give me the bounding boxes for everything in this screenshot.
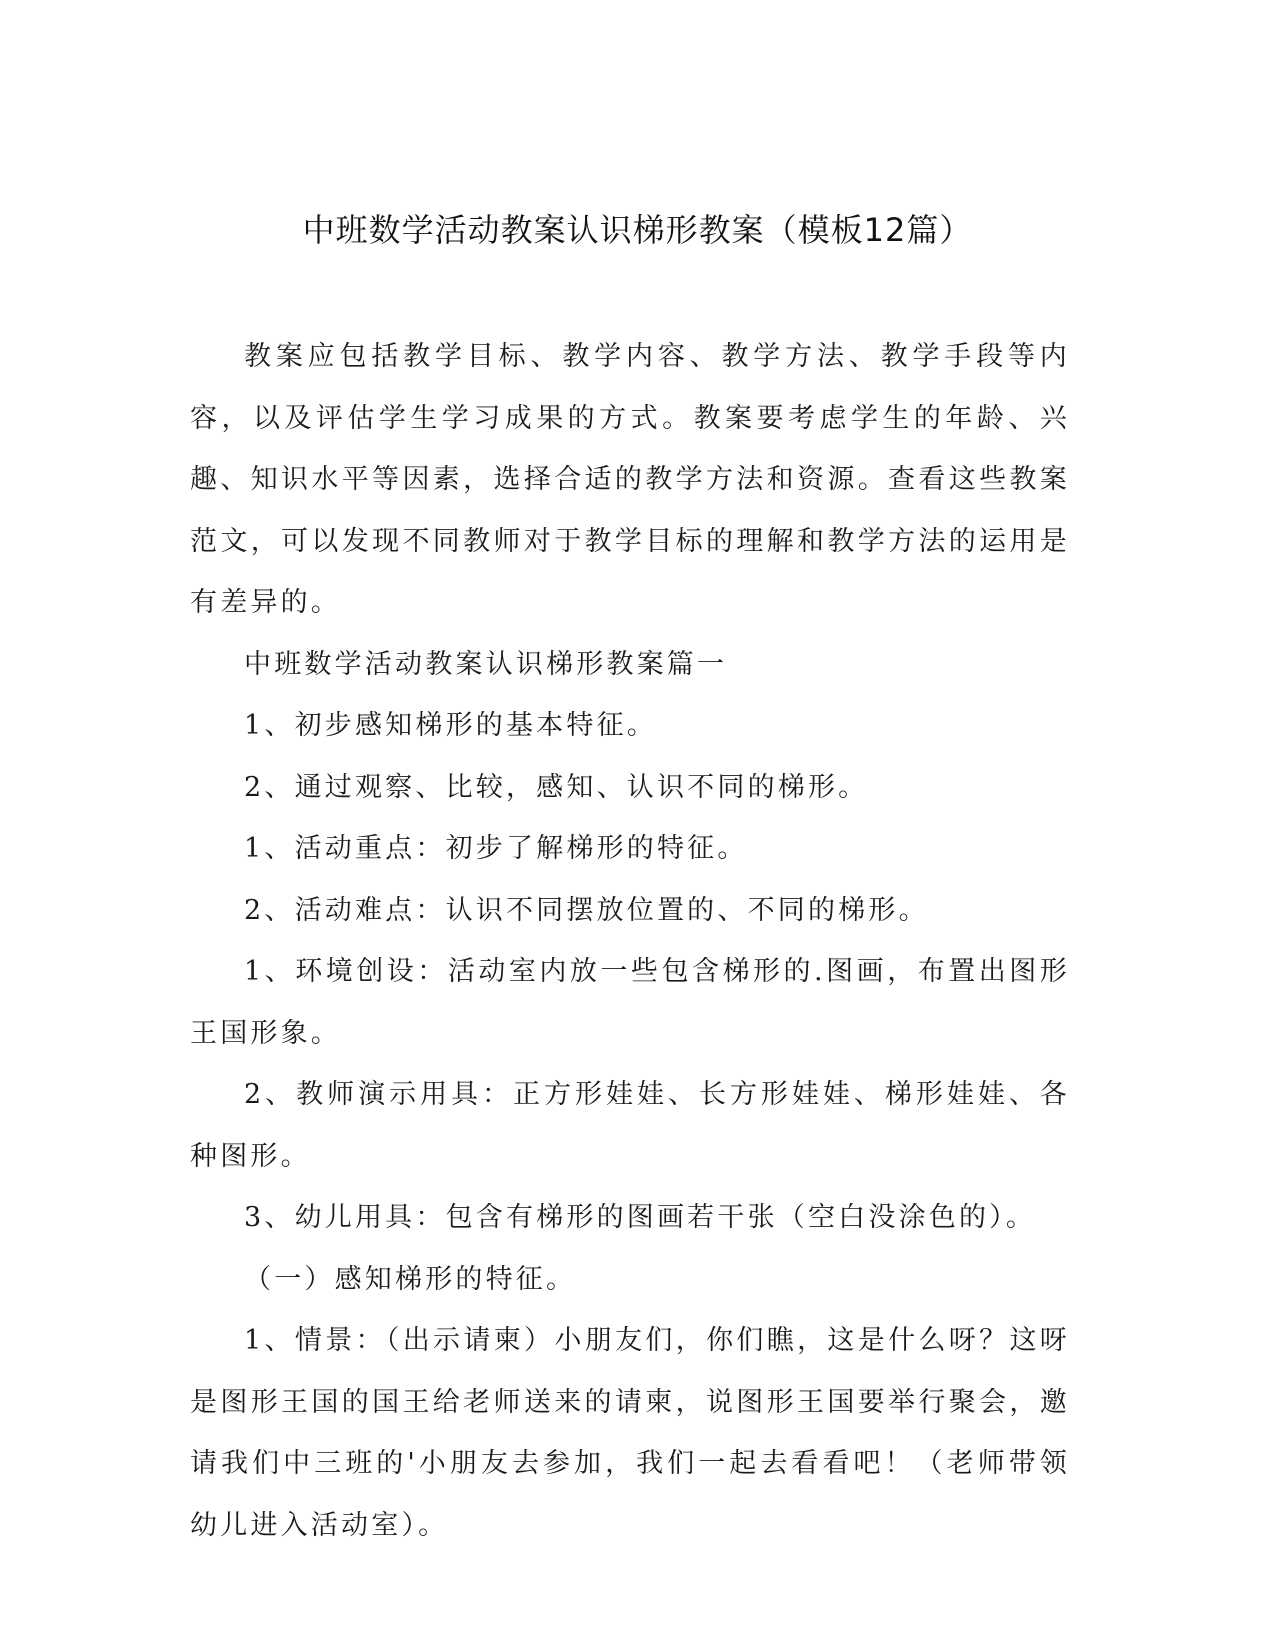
paragraph: 1、环境创设：活动室内放一些包含梯形的.图画，布置出图形王国形象。 xyxy=(190,956,1070,1049)
paragraph: 1、情景：（出示请柬）小朋友们，你们瞧，这是什么呀？这呀是图形王国的国王给老师送来的请柬，说图形王国要举行聚会，邀请我们中三班的'小朋友去参加，我们一起去看看吧！（老师带领幼儿进入活动室）。 xyxy=(190,1325,1070,1541)
paragraph: 3、幼儿用具：包含有梯形的图画若干张（空白没涂色的）。 xyxy=(244,1202,1037,1233)
paragraph: （一）感知梯形的特征。 xyxy=(244,1263,577,1295)
document-body xyxy=(190,326,1070,1556)
paragraph: 1、初步感知梯形的基本特征。 xyxy=(244,710,657,741)
document-title: 中班数学活动教案认识梯形教案（模板12篇） xyxy=(302,211,973,249)
paragraph: 2、通过观察、比较，感知、认识不同的梯形。 xyxy=(244,771,869,803)
paragraph: 2、教师演示用具：正方形娃娃、长方形娃娃、梯形娃娃、各种图形。 xyxy=(190,1079,1070,1172)
paragraph: 2、活动难点：认识不同摆放位置的、不同的梯形。 xyxy=(244,894,929,926)
paragraph: 1、活动重点：初步了解梯形的特征。 xyxy=(244,833,748,864)
paragraph-section-heading: 中班数学活动教案认识梯形教案篇一 xyxy=(244,648,728,680)
paragraph-intro: 教案应包括教学目标、教学内容、教学方法、教学手段等内容，以及评估学生学习成果的方式。教案要考虑学生的年龄、兴趣、知识水平等因素，选择合适的教学方法和资源。查看这些教案范文，可以发现不同教师对于教学目标的理解和教学方法的运用是有差异的。 xyxy=(190,341,1070,618)
